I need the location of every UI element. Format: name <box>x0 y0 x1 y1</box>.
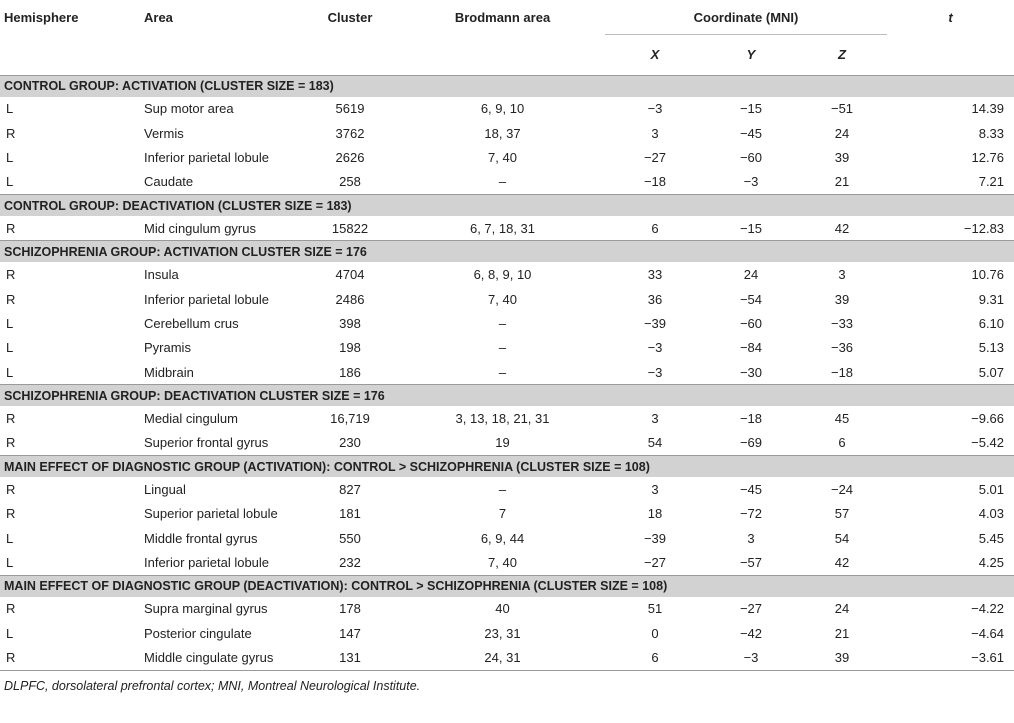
cell-cluster: 258 <box>339 174 361 190</box>
section-header-row <box>0 75 1014 97</box>
cell-y: 3 <box>747 530 755 546</box>
table-row <box>0 621 1014 645</box>
cell-y: −30 <box>739 364 763 380</box>
cell-area: Medial cingulum <box>144 411 238 427</box>
cell-hemisphere: R <box>6 506 16 522</box>
cell-t: 4.03 <box>978 506 1005 522</box>
section-header-row <box>0 385 1014 407</box>
cell-x: −18 <box>643 174 667 190</box>
cell-brodmann-area: 6, 8, 9, 10 <box>473 267 532 283</box>
cell-hemisphere: L <box>6 530 14 546</box>
cell-z: 39 <box>834 650 850 666</box>
cell-cluster: 398 <box>339 315 361 331</box>
header-z: Z <box>797 34 887 75</box>
table-row <box>0 216 1014 241</box>
cell-area: Cerebellum crus <box>144 315 239 331</box>
cell-hemisphere: R <box>6 650 16 666</box>
cell-z: −33 <box>830 315 854 331</box>
section-title: CONTROL GROUP: ACTIVATION (CLUSTER SIZE = 183) <box>0 75 1014 97</box>
cell-brodmann-area: 18, 37 <box>484 125 521 141</box>
section-header-row <box>0 575 1014 597</box>
cell-hemisphere: R <box>6 601 16 617</box>
cell-brodmann-area: 6, 9, 44 <box>480 530 525 546</box>
cell-t: 8.33 <box>978 125 1005 141</box>
cell-z: 45 <box>834 411 850 427</box>
cell-z: 6 <box>838 435 846 451</box>
cell-cluster: 147 <box>339 625 361 641</box>
cell-cluster: 5619 <box>335 101 365 117</box>
table-row <box>0 145 1014 169</box>
cell-hemisphere: L <box>6 149 14 165</box>
cell-area: Inferior parietal lobule <box>144 555 270 571</box>
cell-cluster: 2626 <box>335 149 365 165</box>
header-y: Y <box>705 34 797 75</box>
cell-area: Posterior cingulate <box>144 625 252 641</box>
cell-hemisphere: L <box>6 364 14 380</box>
cell-area: Middle frontal gyrus <box>144 530 258 546</box>
cell-x: 3 <box>651 125 659 141</box>
table-row <box>0 287 1014 311</box>
cell-x: 3 <box>651 481 659 497</box>
cell-brodmann-area: 7, 40 <box>488 555 517 571</box>
cell-area: Superior parietal lobule <box>144 506 278 522</box>
cell-x: −27 <box>643 555 667 571</box>
cell-hemisphere: R <box>6 435 16 451</box>
cell-y: −84 <box>739 340 763 356</box>
cell-y: −27 <box>739 601 763 617</box>
table-row <box>0 550 1014 575</box>
cell-area: Sup motor area <box>144 101 234 117</box>
cell-brodmann-area: 6, 9, 10 <box>480 101 525 117</box>
cell-x: −39 <box>643 315 667 331</box>
cell-y: −69 <box>739 435 763 451</box>
cell-area: Lingual <box>144 481 186 497</box>
cell-hemisphere: R <box>6 220 16 236</box>
cell-x: 36 <box>647 291 663 307</box>
cell-t: −5.42 <box>971 435 1005 451</box>
cell-hemisphere: L <box>6 315 14 331</box>
cell-x: −3 <box>647 101 663 117</box>
cell-z: 24 <box>834 125 850 141</box>
cell-area: Middle cingulate gyrus <box>144 650 274 666</box>
header-coordinate: Coordinate (MNI) <box>605 0 887 34</box>
cell-brodmann-area: – <box>498 481 507 497</box>
cell-hemisphere: L <box>6 555 14 571</box>
header-brodmann-area: Brodmann area <box>454 10 551 25</box>
table-body <box>0 75 1014 670</box>
cell-area: Inferior parietal lobule <box>144 291 270 307</box>
section-title: MAIN EFFECT OF DIAGNOSTIC GROUP (ACTIVATION): CONTROL > SCHIZOPHRENIA (CLUSTER SIZE = 108) <box>0 456 1014 478</box>
cell-z: 21 <box>834 625 850 641</box>
cell-z: 3 <box>838 267 846 283</box>
cell-x: 54 <box>647 435 663 451</box>
cell-t: 4.25 <box>978 555 1005 571</box>
cell-t: 5.13 <box>978 340 1005 356</box>
cell-cluster: 181 <box>339 506 361 522</box>
cell-x: 6 <box>651 220 659 236</box>
header-area: Area <box>144 10 173 25</box>
cell-y: −18 <box>739 411 763 427</box>
cell-brodmann-area: 40 <box>495 601 510 617</box>
cell-y: −15 <box>739 101 763 117</box>
cell-t: −4.22 <box>971 601 1005 617</box>
cell-area: Mid cingulum gyrus <box>144 220 256 236</box>
cell-area: Vermis <box>144 125 184 141</box>
table-row <box>0 170 1014 195</box>
cell-y: −3 <box>743 174 759 190</box>
cell-brodmann-area: 6, 7, 18, 31 <box>469 220 536 236</box>
cell-x: 18 <box>647 506 663 522</box>
table-row <box>0 406 1014 430</box>
cell-cluster: 15822 <box>331 220 369 236</box>
cell-area: Midbrain <box>144 364 194 380</box>
cell-t: −4.64 <box>971 625 1005 641</box>
cell-y: −45 <box>739 481 763 497</box>
cell-cluster: 3762 <box>335 125 365 141</box>
table-row <box>0 121 1014 145</box>
header-x: X <box>605 34 705 75</box>
section-title: CONTROL GROUP: DEACTIVATION (CLUSTER SIZE = 183) <box>0 195 1014 217</box>
cell-y: −72 <box>739 506 763 522</box>
section-header-row <box>0 456 1014 478</box>
section-header-row <box>0 195 1014 217</box>
cell-x: −39 <box>643 530 667 546</box>
cell-cluster: 4704 <box>335 267 365 283</box>
cell-area: Supra marginal gyrus <box>144 601 268 617</box>
cell-z: −36 <box>830 340 854 356</box>
cell-z: 42 <box>834 220 850 236</box>
cell-cluster: 2486 <box>335 291 365 307</box>
cell-z: 57 <box>834 506 850 522</box>
table-row <box>0 597 1014 621</box>
cell-brodmann-area: – <box>498 315 507 331</box>
table-row <box>0 477 1014 501</box>
cell-hemisphere: R <box>6 411 16 427</box>
cell-hemisphere: R <box>6 267 16 283</box>
section-title: SCHIZOPHRENIA GROUP: DEACTIVATION CLUSTER SIZE = 176 <box>0 385 1014 407</box>
cell-z: −18 <box>830 364 854 380</box>
cell-z: 39 <box>834 149 850 165</box>
cell-x: 33 <box>647 267 663 283</box>
cell-t: 5.45 <box>978 530 1005 546</box>
table-row <box>0 97 1014 121</box>
header-t: t <box>948 10 953 25</box>
table-row <box>0 336 1014 360</box>
cell-brodmann-area: 7, 40 <box>488 149 517 165</box>
cell-hemisphere: L <box>6 340 14 356</box>
cell-y: −60 <box>739 315 763 331</box>
cell-cluster: 827 <box>339 481 361 497</box>
cell-x: 6 <box>651 650 659 666</box>
cell-x: −3 <box>647 364 663 380</box>
cell-z: 39 <box>834 291 850 307</box>
cell-x: 3 <box>651 411 659 427</box>
cell-cluster: 16,719 <box>330 411 370 427</box>
cell-cluster: 178 <box>339 601 361 617</box>
cell-t: 5.01 <box>978 481 1005 497</box>
cell-cluster: 186 <box>339 364 361 380</box>
cell-t: 12.76 <box>971 149 1005 165</box>
cell-hemisphere: L <box>6 174 14 190</box>
cell-area: Pyramis <box>144 340 191 356</box>
cell-y: −42 <box>739 625 763 641</box>
cell-brodmann-area: – <box>498 364 507 380</box>
table-row <box>0 311 1014 335</box>
cell-z: −24 <box>830 481 854 497</box>
cell-t: 10.76 <box>971 267 1005 283</box>
cell-area: Inferior parietal lobule <box>144 149 270 165</box>
cell-brodmann-area: – <box>498 174 507 190</box>
cell-brodmann-area: 24, 31 <box>484 650 521 666</box>
cell-cluster: 230 <box>339 435 361 451</box>
table-row <box>0 526 1014 550</box>
cell-x: 51 <box>647 601 663 617</box>
cell-z: 21 <box>834 174 850 190</box>
table-header <box>0 0 1014 75</box>
cell-cluster: 550 <box>339 530 361 546</box>
cell-brodmann-area: 23, 31 <box>484 625 521 641</box>
cell-hemisphere: R <box>6 481 16 497</box>
cell-t: 14.39 <box>971 101 1005 117</box>
table-row <box>0 360 1014 385</box>
header-cluster: Cluster <box>327 10 373 25</box>
header-hemisphere: Hemisphere <box>4 10 79 25</box>
cell-t: −12.83 <box>963 220 1005 236</box>
cell-x: −27 <box>643 149 667 165</box>
cell-area: Caudate <box>144 174 194 190</box>
cell-area: Insula <box>144 267 179 283</box>
cell-cluster: 198 <box>339 340 361 356</box>
section-title: MAIN EFFECT OF DIAGNOSTIC GROUP (DEACTIVATION): CONTROL > SCHIZOPHRENIA (CLUSTER SIZE = 108) <box>0 575 1014 597</box>
table-row <box>0 502 1014 526</box>
cell-t: 7.21 <box>978 174 1005 190</box>
cell-hemisphere: L <box>6 101 14 117</box>
cell-area: Superior frontal gyrus <box>144 435 269 451</box>
cell-y: −45 <box>739 125 763 141</box>
cell-hemisphere: L <box>6 625 14 641</box>
cell-t: 5.07 <box>978 364 1005 380</box>
cell-z: 42 <box>834 555 850 571</box>
cell-z: 54 <box>834 530 850 546</box>
footnote: DLPFC, dorsolateral prefrontal cortex; MNI, Montreal Neurological Institute. <box>0 670 1014 693</box>
cell-cluster: 232 <box>339 555 361 571</box>
section-title: SCHIZOPHRENIA GROUP: ACTIVATION CLUSTER SIZE = 176 <box>0 241 1014 263</box>
cell-brodmann-area: 3, 13, 18, 21, 31 <box>455 411 550 427</box>
cell-y: 24 <box>743 267 759 283</box>
cell-z: −51 <box>830 101 854 117</box>
cell-brodmann-area: 19 <box>495 435 510 451</box>
cell-hemisphere: R <box>6 291 16 307</box>
cell-y: −54 <box>739 291 763 307</box>
cell-z: 24 <box>834 601 850 617</box>
cell-cluster: 131 <box>339 650 361 666</box>
cell-y: −3 <box>743 650 759 666</box>
cell-t: 9.31 <box>978 291 1005 307</box>
cell-y: −57 <box>739 555 763 571</box>
cell-x: 0 <box>651 625 659 641</box>
cell-brodmann-area: 7 <box>498 506 507 522</box>
table-row <box>0 646 1014 671</box>
cell-brodmann-area: 7, 40 <box>488 291 517 307</box>
cell-y: −60 <box>739 149 763 165</box>
cell-t: −3.61 <box>971 650 1005 666</box>
cell-t: 6.10 <box>978 315 1005 331</box>
section-header-row <box>0 241 1014 263</box>
table-row <box>0 262 1014 286</box>
cell-x: −3 <box>647 340 663 356</box>
cell-t: −9.66 <box>971 411 1005 427</box>
cell-brodmann-area: – <box>498 340 507 356</box>
table-row <box>0 431 1014 456</box>
cell-y: −15 <box>739 220 763 236</box>
cell-hemisphere: R <box>6 125 16 141</box>
